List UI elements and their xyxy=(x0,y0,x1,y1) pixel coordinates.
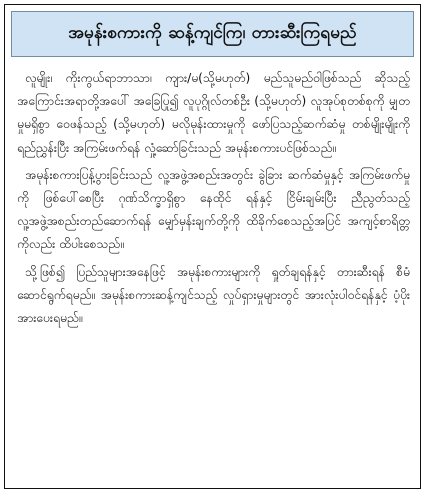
notice-title: အမုန်းစကားကို ဆန့်ကျင်ကြ၊ တားဆီးကြရမည် xyxy=(68,22,357,43)
notice-body xyxy=(17,67,410,480)
notice-box xyxy=(4,4,421,489)
paragraph-1: လူမျိုး၊ ကိုးကွယ်ရာဘာသာ၊ ကျား/မ(သို့မဟုတ်) မည်သူမည်ဝါဖြစ်သည် ဆိုသည့် အကြောင်းအရာတို့အပေါ် အခြေပြု၍ လူပုဂ္ဂိုလ်တစ်ဦး (သို့မဟုတ်) လူအုပ်စုတစ်စုကို မျှတမှုမရှိစွာ ဝေဖန်သည့် (သို့မဟုတ်) မလိုမုန်းထားမှုကို ဖော်ပြသည့်ဆက်ဆံမှု တစ်မျိုးမျိုးကို ရည်ညွှန်းပြီး အကြမ်းဖက်ရန် လှုံ့ဆော်ခြင်းသည် အမုန်းစကားပင်ဖြစ်သည်။ xyxy=(17,71,410,155)
title-banner xyxy=(11,11,414,57)
paragraph-3: သို့ဖြစ်၍ ပြည်သူများအနေဖြင့် အမုန်းစကားများကို ရှုတ်ချရန်နှင့် တားဆီးရန် စီမံဆောင်ရွက်ရမည်။ အမုန်းစကားဆန့်ကျင်သည့် လှုပ်ရှားမှုများတွင် အားလုံးပါဝင်ရန်နှင့် ပံ့ပိုးအားပေးရမည်။ xyxy=(17,264,410,326)
paragraph-2: အမုန်းစကားပြန့်ပွားခြင်းသည် လူ့အဖွဲ့အစည်းအတွင်း ခွဲခြား ဆက်ဆံမှုနှင့် အကြမ်းဖက်မှုကို ဖြစ်ပေါ်စေပြီး ဂုဏ်သိက္ခာရှိစွာ နေထိုင် ရန်နှင့် ငြိမ်းချမ်းပြီး ညီညွတ်သည့် လူ့အဖွဲ့အစည်းတည်ဆောက်ရန် မျှော်မှန်းချက်တို့ကို ထိခိုက်စေသည့်အပြင် အကျင့်စာရိတ္တကိုလည်း ထိပါးစေသည်။ xyxy=(17,167,410,252)
